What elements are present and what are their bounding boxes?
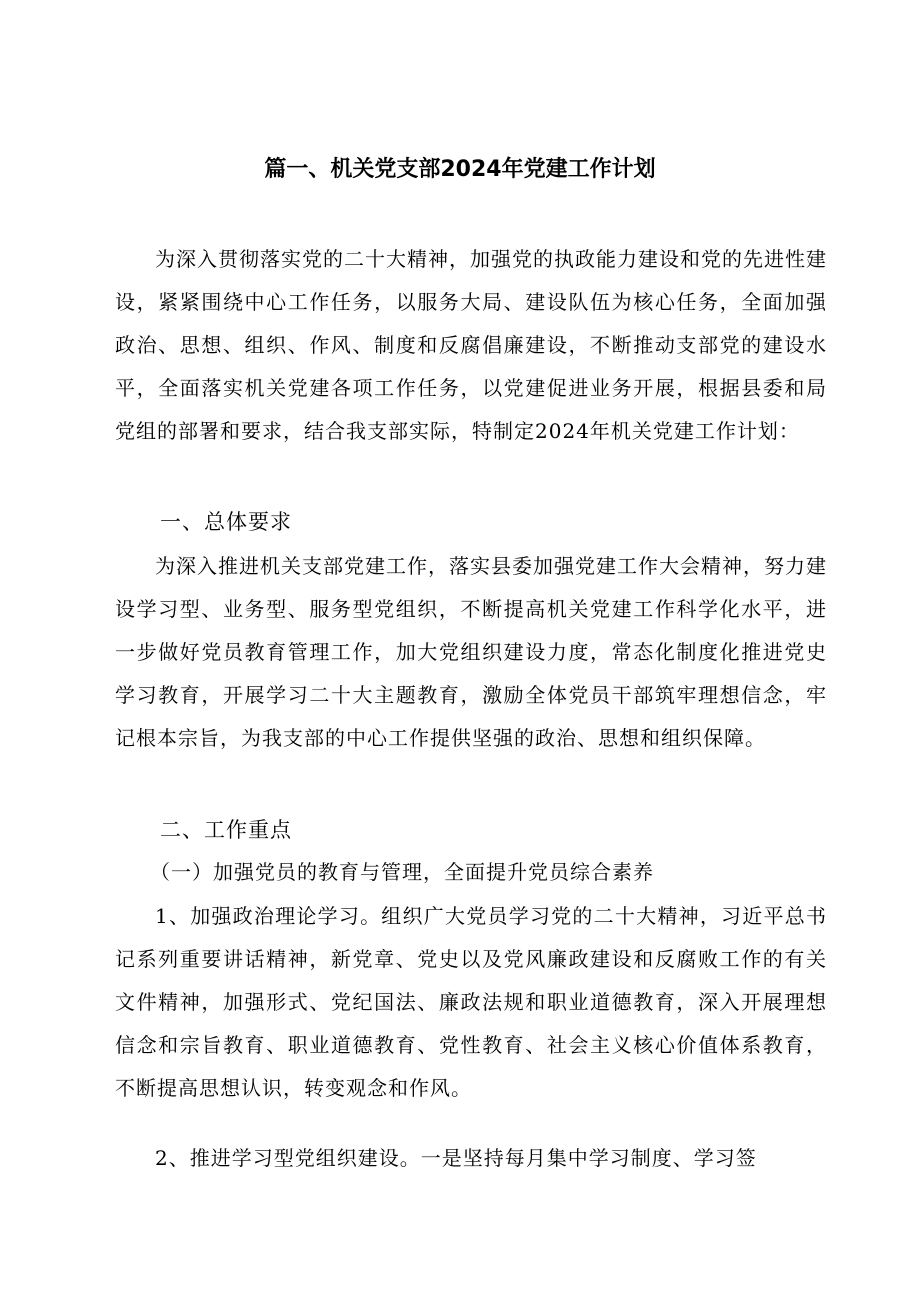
item-1-paragraph: 1、加强政治理论学习。组织广大党员学习党的二十大精神，习近平总书记系列重要讲话精神，新党章、党史以及党风廉政建设和反腐败工作的有关文件精神，加强形式、党纪国法、廉政法规和职业道德教育，深入开展理想信念和宗旨教育、职业道德教育、党性教育、社会主义核心价值体系教育，不断提高思想认识，转变观念和作风。: [115, 904, 827, 1100]
intro-paragraph: 为深入贯彻落实党的二十大精神，加强党的执政能力建设和党的先进性建设，紧紧围绕中心工作任务，以服务大局、建设队伍为核心任务，全面加强政治、思想、组织、作风、制度和反腐倡廉建设，不断推动支部党的建设水平，全面落实机关党建各项工作任务，以党建促进业务开展，根据县委和局党组的部署和要求，结合我支部实际，特制定2024年机关党建工作计划：: [115, 247, 827, 443]
section-heading-work-priorities: 二、工作重点: [160, 818, 292, 842]
subsection-heading-party-member-education: （一）加强党员的教育与管理，全面提升党员综合素养: [150, 860, 654, 884]
item-2-paragraph: 2、推进学习型党组织建设。一是坚持每月集中学习制度、学习签: [155, 1146, 757, 1170]
general-requirements-paragraph: 为深入推进机关支部党建工作，落实县委加强党建工作大会精神，努力建设学习型、业务型、服务型党组织，不断提高机关党建工作科学化水平，进一步做好党员教育管理工作，加大党组织建设力度，常态化制度化推进党史学习教育，开展学习二十大主题教育，激励全体党员干部筑牢理想信念，牢记根本宗旨，为我支部的中心工作提供坚强的政治、思想和组织保障。: [115, 554, 827, 750]
section-heading-general-requirements: 一、总体要求: [160, 510, 292, 534]
document-title: 篇一、机关党支部2024年党建工作计划: [264, 157, 656, 182]
